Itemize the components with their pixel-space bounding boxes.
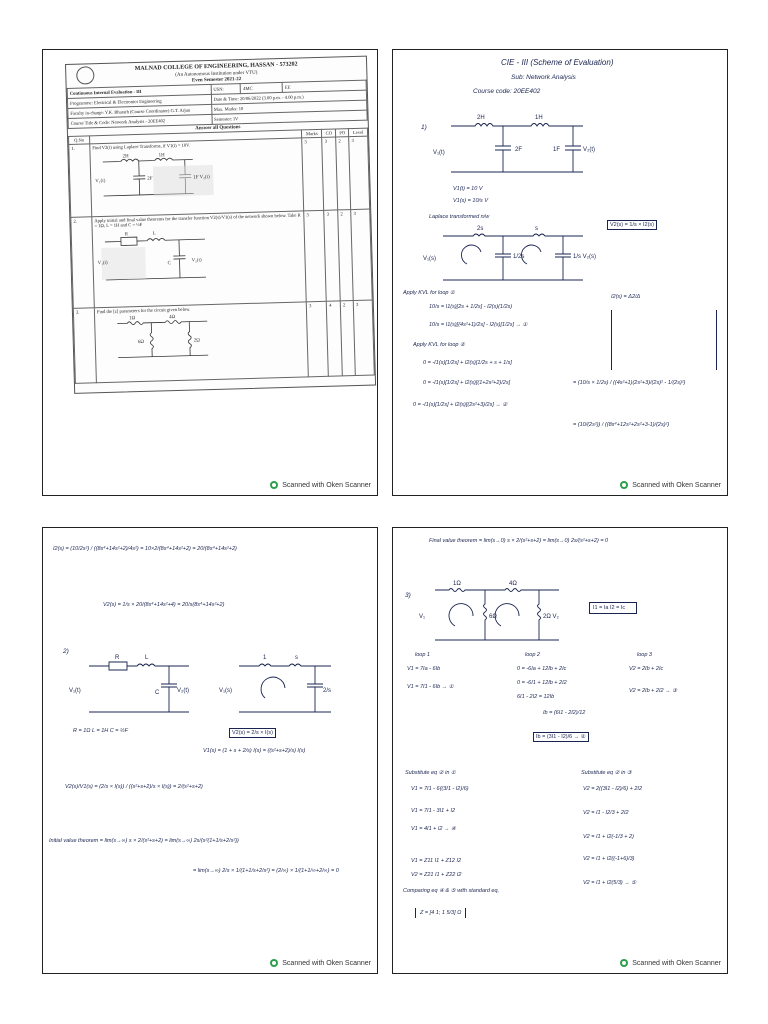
svg-text:V₁(t): V₁(t) bbox=[69, 688, 81, 694]
boxed-result: Ib = (3I1 - I2)/6 → ② bbox=[533, 732, 589, 742]
marks-value: 3 bbox=[302, 137, 324, 211]
work-line: V2 = I1 + I2((-1+6)/3) bbox=[583, 856, 635, 862]
work-line: Ib = (6I1 - 2I2)/12 bbox=[543, 710, 586, 716]
scan-page-1 bbox=[42, 49, 378, 496]
answer-circuit-3 bbox=[419, 580, 579, 646]
exam-name: Continuous Internal Evaluation - III bbox=[67, 84, 211, 98]
work-line: 0 = -6I1 + 12Ib + 2I2 bbox=[517, 680, 567, 686]
max-marks: Max. Marks: 10 bbox=[211, 100, 367, 114]
scan-page-3 bbox=[42, 527, 378, 974]
scanner-watermark bbox=[620, 481, 721, 489]
loop-label: loop 1 bbox=[415, 652, 430, 658]
answer-circuit-2 bbox=[69, 654, 349, 720]
work-line: Apply KVL for loop ② bbox=[413, 342, 465, 348]
question-text: Find the [z] parameters for the circuit given below. bbox=[96, 306, 191, 315]
semester-label: Even Semester 2021-22 bbox=[191, 76, 242, 84]
scanner-watermark bbox=[270, 959, 371, 967]
work-line: V2(s)/V1(s) = (2/s × I(s)) / ((s²+s+2)/s × I(s)) = 2/(s²+s+2) bbox=[65, 784, 203, 790]
answer-number: 3) bbox=[405, 592, 411, 599]
po-value: 2 bbox=[338, 210, 354, 301]
table-row bbox=[69, 136, 370, 217]
college-subtitle: (An Autonomous Institution under VTU) bbox=[175, 70, 258, 78]
branch-value: EE bbox=[282, 80, 366, 92]
svg-text:6Ω: 6Ω bbox=[137, 339, 145, 346]
svg-text:1/s V₂(s): 1/s V₂(s) bbox=[573, 254, 596, 260]
determinant-bracket bbox=[611, 310, 717, 370]
work-line: V1 = 4I1 + I2 → ④ bbox=[411, 826, 456, 832]
svg-text:s: s bbox=[295, 655, 298, 661]
question-paper bbox=[65, 56, 376, 394]
question-cell bbox=[94, 302, 308, 383]
question-number: 2. bbox=[71, 217, 94, 309]
svg-text:1H: 1H bbox=[535, 115, 543, 121]
circuit-diagram-q1 bbox=[92, 147, 223, 203]
svg-text:1: 1 bbox=[263, 655, 267, 661]
faculty: Faculty in-charge: Y.K. Bharath (Course Coordinator) G.T. Arjun bbox=[68, 104, 212, 118]
scanner-label: Scanned with Oken Scanner bbox=[282, 481, 371, 489]
loop-label: loop 2 bbox=[525, 652, 540, 658]
work-line: Laplace transformed n/w bbox=[429, 214, 490, 220]
po-value: 2 bbox=[336, 137, 351, 210]
scanner-logo-icon bbox=[270, 481, 278, 489]
work-line: 0 = -I1(s)[1/2s] + I2(s)[(1+2s²+2)/2s] bbox=[423, 380, 511, 386]
svg-text:V₁(t): V₁(t) bbox=[97, 260, 108, 267]
course-code-line: Course code: 20EE402 bbox=[473, 88, 541, 95]
svg-text:V₁(t): V₁(t) bbox=[433, 150, 445, 156]
svg-text:2/s: 2/s bbox=[323, 688, 332, 694]
work-line: = (10/s × 1/2s) / ((4s²+1)(2s²+3)/(2s)² - 1/(2s)²) bbox=[573, 380, 686, 386]
work-line: V2(s) = 1/s × 20/(8s⁴+14s²+4) = 20/s(8s⁴+14s²+2) bbox=[103, 602, 225, 608]
scanner-logo-icon bbox=[270, 959, 278, 967]
svg-text:s: s bbox=[535, 226, 538, 232]
level-value: 3 bbox=[354, 300, 375, 375]
co-value: 3 bbox=[322, 137, 338, 210]
scanner-watermark bbox=[620, 959, 721, 967]
level-value: 3 bbox=[351, 209, 372, 300]
questions-table bbox=[68, 128, 375, 384]
course-title: Course Title & Code: Network Analysis - 20EE402 bbox=[68, 114, 212, 128]
svg-text:1F V₂(t): 1F V₂(t) bbox=[193, 175, 210, 181]
svg-text:V₂(t): V₂(t) bbox=[191, 258, 202, 264]
work-line: V1 = Z11 I1 + Z12 I2 bbox=[411, 858, 462, 864]
work-line: = lim(s→∞) 2/s × 1/(1+1/s+2/s²) = (2/∞) × 1/(1+1/∞+2/∞) = 0 bbox=[193, 868, 339, 874]
scanner-label: Scanned with Oken Scanner bbox=[632, 481, 721, 489]
subject-line: Sub: Network Analysis bbox=[511, 74, 576, 81]
scanner-label: Scanned with Oken Scanner bbox=[632, 959, 721, 967]
svg-text:2F: 2F bbox=[515, 147, 523, 153]
work-line: I2(s) = (10/2s²) / ((8s⁴+14s²+2)/4s²) = 10×2/(8s⁴+14s²+2) = 20/(8s⁴+14s²+2) bbox=[53, 546, 237, 552]
boxed-result: V2(s) = 2/s × I(s) bbox=[229, 728, 276, 738]
work-line: V2 = 2((3I1 - I2)/6) + 2I2 bbox=[583, 786, 643, 792]
boxed-result: I1 = Ia I2 = Ic bbox=[589, 602, 637, 614]
z-matrix: Z = [4 1; 1 5/3] Ω bbox=[415, 908, 466, 918]
scanner-watermark bbox=[270, 481, 371, 489]
work-line: V1(t) = 10 V bbox=[453, 186, 483, 192]
co-value: 4 bbox=[327, 301, 343, 376]
svg-text:6Ω: 6Ω bbox=[489, 614, 497, 620]
work-line: V2 = 2Ib + 2Ic bbox=[629, 666, 664, 672]
laplace-circuit bbox=[423, 224, 603, 286]
work-line: Apply KVL for loop ① bbox=[403, 290, 455, 296]
work-line: 0 = -I1(s)[1/2s] + I2(s)[(2s²+3)/2s] → ② bbox=[413, 402, 508, 408]
work-line: V1(s) = 10/s V bbox=[453, 198, 489, 204]
svg-text:V₁: V₁ bbox=[419, 614, 426, 620]
svg-text:V₁(s): V₁(s) bbox=[219, 688, 233, 694]
marks-value: 3 bbox=[304, 210, 327, 302]
scan-page-4 bbox=[392, 527, 728, 974]
usn-label: USN: bbox=[211, 84, 241, 95]
svg-text:1Ω: 1Ω bbox=[453, 581, 461, 587]
question-number: 1. bbox=[69, 144, 92, 218]
work-line: I2(s) = Δ2/Δ bbox=[611, 294, 641, 300]
marks-value: 3 bbox=[306, 301, 328, 377]
col-co: CO bbox=[322, 129, 336, 137]
table-row bbox=[71, 209, 372, 308]
scanner-logo-icon bbox=[620, 481, 628, 489]
svg-text:1H: 1H bbox=[158, 153, 165, 159]
usn-value: 4MC bbox=[241, 82, 283, 93]
col-level: Level bbox=[349, 128, 368, 137]
answer-circuit-1 bbox=[433, 110, 603, 180]
svg-text:4Ω: 4Ω bbox=[509, 581, 517, 587]
work-line: Final value theorem = lim(s→0) s × 2/(s²+s+2) = lim(s→0) 2s/(s²+s+2) = 0 bbox=[429, 538, 609, 544]
semester: Semester: IV bbox=[211, 110, 367, 124]
work-line: 0 = -6Ia + 12Ib + 2Ic bbox=[517, 666, 567, 672]
date-time: Date & Time: 20/06/2022 (3.00 p.m. - 4.00 p.m.) bbox=[211, 90, 367, 104]
work-line: V2 = 2Ib + 2I2 → ③ bbox=[629, 688, 678, 694]
loop-label: loop 3 bbox=[637, 652, 652, 658]
svg-text:C: C bbox=[167, 261, 171, 267]
svg-text:2H: 2H bbox=[477, 115, 485, 121]
svg-text:2Ω: 2Ω bbox=[193, 338, 200, 344]
scheme-title: CIE - III (Scheme of Evaluation) bbox=[501, 58, 614, 67]
question-cell bbox=[90, 138, 304, 217]
svg-text:V₂(t): V₂(t) bbox=[177, 688, 189, 694]
po-value: 2 bbox=[340, 301, 355, 376]
work-line: V2 = I1 + I2(-1/3 + 2) bbox=[583, 834, 634, 840]
question-text: Apply initial and final value theorems for the transfer function V2(s)/V1(s) of the network shown below. Take R = 1Ω, L = 1H and C = ½F bbox=[94, 212, 301, 229]
svg-text:2Ω V₂: 2Ω V₂ bbox=[543, 614, 559, 620]
answer-number: 2) bbox=[63, 648, 69, 655]
work-line: 10/s = I1(s)[2s + 1/2s] - I2(s)(1/2s) bbox=[429, 304, 513, 310]
svg-text:2F: 2F bbox=[147, 176, 153, 182]
work-line: V1 = 7Ia - 6Ib bbox=[407, 666, 441, 672]
svg-text:2s: 2s bbox=[477, 226, 484, 232]
work-line: V1 = 7I1 - 3I1 + I2 bbox=[411, 808, 456, 814]
svg-text:1F: 1F bbox=[553, 147, 561, 153]
work-line: Comparing eq ④ & ⑤ with standard eq, bbox=[403, 888, 500, 894]
svg-text:1Ω: 1Ω bbox=[128, 316, 136, 322]
college-name: MALNAD COLLEGE OF ENGINEERING, HASSAN - 573202 bbox=[134, 61, 298, 73]
level-value: 3 bbox=[349, 136, 370, 209]
question-text: Find V2(t) using Laplace Transforms, if V1(t) = 10V. bbox=[92, 142, 191, 151]
scanner-logo-icon bbox=[620, 959, 628, 967]
svg-text:R: R bbox=[124, 232, 129, 238]
svg-text:V₁(s): V₁(s) bbox=[423, 256, 437, 262]
work-line: V2 = I1 + I2(5/3) → ⑤ bbox=[583, 880, 637, 886]
scan-page-2 bbox=[392, 49, 728, 496]
svg-text:C: C bbox=[155, 690, 160, 696]
svg-text:V₁(t): V₁(t) bbox=[95, 178, 106, 185]
work-line: V1 = 7I1 - 6((3I1 - I2)/6) bbox=[411, 786, 469, 792]
circuit-diagram-q3 bbox=[97, 311, 228, 365]
co-value: 3 bbox=[324, 210, 340, 301]
col-po: PO bbox=[336, 129, 349, 137]
svg-text:1/2s: 1/2s bbox=[513, 254, 525, 260]
work-line: 10/s = I1(s)[(4s²+1)/2s] - I2(s)[1/2s] → ① bbox=[429, 322, 528, 328]
work-line: 0 = -I1(s)[1/2s] + I2(s)[1/2s + s + 1/s] bbox=[423, 360, 512, 366]
work-line: R = 1Ω L = 1H C = ½F bbox=[73, 728, 128, 734]
work-line: Initial value theorem = lim(s→∞) s × 2/(s²+s+2) = lim(s→∞) 2s/(s²(1+1/s+2/s²)) bbox=[49, 838, 239, 844]
table-row bbox=[73, 300, 374, 383]
circuit-diagram-q2 bbox=[95, 225, 227, 287]
scanner-label: Scanned with Oken Scanner bbox=[282, 959, 371, 967]
work-line: Substitute eq ② in ③ bbox=[581, 770, 632, 776]
col-marks: Marks bbox=[302, 129, 322, 138]
col-qno: Q.No bbox=[69, 136, 90, 145]
boxed-result: V2(s) = 1/s × I2(s) bbox=[607, 220, 657, 230]
svg-text:R: R bbox=[115, 655, 120, 661]
work-line: = (10/(2s²)) / ((8s⁴+12s²+2s²+3-1)/(2s)²) bbox=[573, 422, 670, 428]
svg-text:L: L bbox=[145, 655, 149, 661]
svg-text:L: L bbox=[152, 231, 156, 237]
work-line: V2 = I1 - I2/3 + 2I2 bbox=[583, 810, 629, 816]
answer-all-label: Answer all Questions bbox=[195, 125, 241, 132]
programme: Programme: Electrical & Electronics Engineering bbox=[67, 94, 211, 108]
answer-number: 1) bbox=[421, 124, 427, 131]
svg-text:4Ω: 4Ω bbox=[168, 315, 176, 321]
svg-text:V₂(t): V₂(t) bbox=[583, 147, 595, 153]
question-cell bbox=[92, 211, 307, 308]
work-line: V1(s) = (1 + s + 2/s) I(s) = ((s²+s+2)/s) I(s) bbox=[203, 748, 306, 754]
work-line: 6I1 - 2I2 = 12Ib bbox=[517, 694, 555, 700]
work-line: V1 = 7I1 - 6Ib → ① bbox=[407, 684, 454, 690]
svg-text:2H: 2H bbox=[122, 154, 129, 160]
question-number: 3. bbox=[73, 308, 96, 384]
work-line: Substitute eq ② in ① bbox=[405, 770, 456, 776]
work-line: V2 = Z21 I1 + Z22 I2 bbox=[411, 872, 462, 878]
